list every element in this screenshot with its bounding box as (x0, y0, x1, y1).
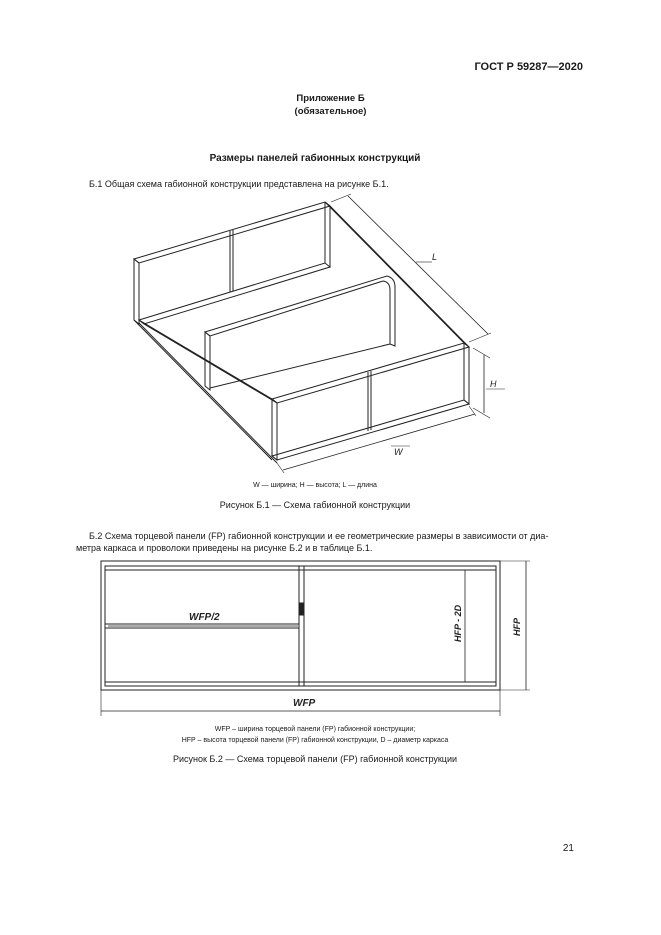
label-H: H (490, 379, 497, 389)
figure1-gabion-box (134, 194, 505, 473)
annex-label: Приложение Б (296, 93, 365, 104)
figure1-legend: W — ширина; H — высота; L — длина (253, 482, 377, 489)
page-number: 21 (562, 843, 574, 854)
label-L: L (432, 252, 438, 262)
paragraph-b2-line2: метра каркаса и проволоки приведены на рисунке Б.2 и в таблице Б.1. (76, 543, 373, 553)
figure2-end-panel (101, 561, 530, 716)
standard-number: ГОСТ Р 59287—2020 (474, 61, 583, 73)
annex-status: (обязательное) (294, 106, 367, 117)
section-heading: Размеры панелей габионных конструкций (209, 153, 421, 164)
figure1-caption: Рисунок Б.1 — Схема габионной конструкции (219, 500, 411, 510)
paragraph-b1: Б.1 Общая схема габионной конструкции представлена на рисунке Б.1. (89, 179, 389, 189)
figure2-legend-width: WFP – ширина торцевой панели (FP) габионной конструкции; (214, 726, 416, 733)
paragraph-b2-line1: Б.2 Схема торцевой панели (FP) габионной конструкции и ее геометрические размеры в зависимости от диа- (89, 531, 549, 541)
label-inner-height: HFP - 2D (453, 604, 463, 642)
label-height: HFP (512, 618, 522, 636)
label-width: WFP (293, 698, 316, 709)
figure2-caption: Рисунок Б.2 — Схема торцевой панели (FP) габионной конструкции (172, 754, 458, 764)
label-half-width: WFP/2 (189, 612, 220, 623)
figure2-legend-height: HFP – высота торцевой панели (FP) габионной конструкции, D – диаметр каркаса (181, 737, 449, 744)
label-W: W (394, 447, 403, 457)
